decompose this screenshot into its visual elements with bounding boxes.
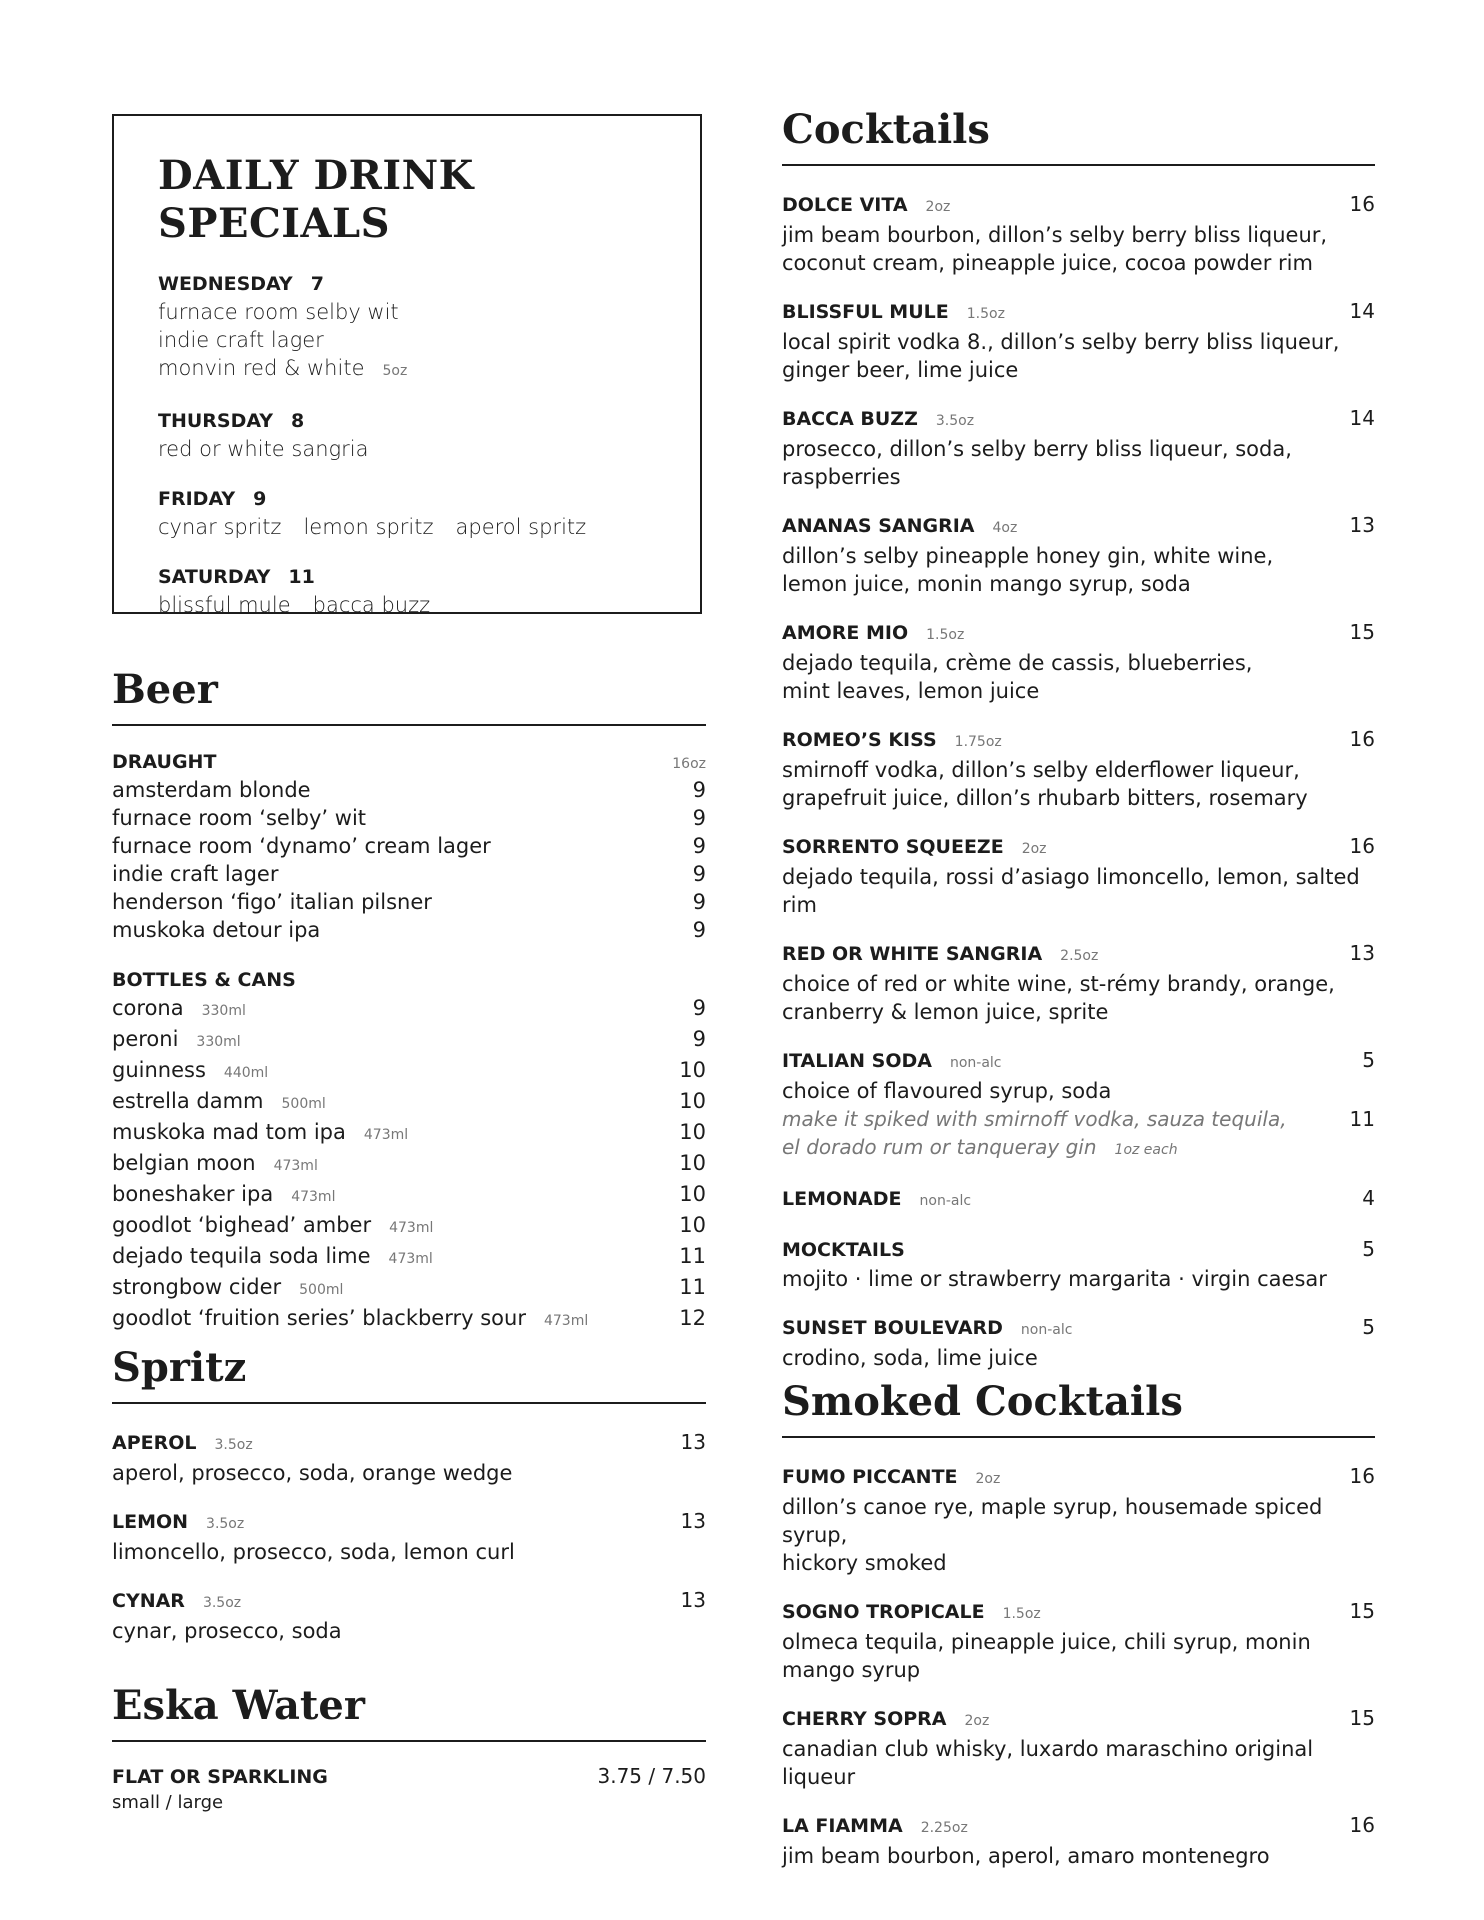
- beer-price: 9: [692, 862, 706, 886]
- beer-size: 330ml: [196, 1034, 241, 1050]
- item-description: lemon juice, monin mango syrup, soda: [782, 572, 1191, 596]
- menu-item: [782, 404, 1375, 491]
- menu-item: [782, 1046, 1375, 1164]
- item-description: jim beam bourbon, aperol, amaro montenegro: [782, 1844, 1270, 1868]
- item-note: el dorado rum or tanqueray gin: [782, 1135, 1097, 1159]
- item-name: BLISSFUL MULE: [782, 301, 949, 323]
- item-name: FUMO PICCANTE: [782, 1466, 958, 1488]
- item-price: 4: [1362, 1186, 1375, 1210]
- beer-name-wrap: [112, 1149, 318, 1180]
- beer-name-wrap: [112, 1304, 588, 1335]
- beer-price: 9: [692, 1027, 706, 1051]
- beer-row: [112, 1056, 706, 1087]
- item-description: aperol, prosecco, soda, orange wedge: [112, 1461, 513, 1485]
- beer-row: [112, 1087, 706, 1118]
- beer-name-wrap: [112, 994, 246, 1025]
- item-description: dillon’s selby pineapple honey gin, white wine,: [782, 544, 1274, 568]
- beer-row: [112, 888, 706, 916]
- section-title: Cocktails: [782, 106, 1375, 166]
- menu-item: [782, 1597, 1375, 1684]
- item-description: crodino, soda, lime juice: [782, 1346, 1038, 1370]
- item-price: 5: [1362, 1315, 1375, 1339]
- item-name: APEROL: [112, 1432, 197, 1454]
- beer-name: guinness: [112, 1058, 206, 1082]
- day-name: SATURDAY: [158, 566, 271, 588]
- item-name: SOGNO TROPICALE: [782, 1601, 985, 1623]
- beer-size: 473ml: [389, 1220, 434, 1236]
- beer-name: muskoka mad tom ipa: [112, 1120, 346, 1144]
- beer-row: [112, 1118, 706, 1149]
- item-description: mint leaves, lemon juice: [782, 679, 1040, 703]
- beer-row: [112, 776, 706, 804]
- special-line: red or white sangria: [158, 437, 369, 461]
- beer-name-wrap: [112, 832, 491, 860]
- item-description: mojito · lime or strawberry margarita · virgin caesar: [782, 1267, 1327, 1291]
- beer-row: [112, 1180, 706, 1211]
- special-line: monvin red & white: [158, 356, 365, 380]
- beer-price: 10: [679, 1182, 706, 1206]
- beer-name-wrap: [112, 1180, 335, 1211]
- menu-item: [112, 1762, 706, 1815]
- item-head: [782, 1313, 1375, 1344]
- item-description: cynar, prosecco, soda: [112, 1619, 342, 1643]
- beer-name: goodlot ‘bighead’ amber: [112, 1213, 372, 1237]
- item-head: [782, 725, 1375, 756]
- item-head: [782, 404, 1375, 435]
- item-name: MOCKTAILS: [782, 1239, 905, 1261]
- item-name: ITALIAN SODA: [782, 1050, 932, 1072]
- beer-section: [112, 666, 706, 1335]
- menu-item: [782, 618, 1375, 705]
- menu-item: [782, 1235, 1375, 1293]
- special-line: indie craft lager: [158, 328, 324, 352]
- beer-size: 473ml: [388, 1251, 433, 1267]
- item-description: dejado tequila, crème de cassis, blueberries,: [782, 651, 1253, 675]
- item-name: CHERRY SOPRA: [782, 1708, 947, 1730]
- item-price: 16: [1349, 1464, 1375, 1488]
- special-wednesday: [158, 270, 700, 385]
- beer-price: 11: [679, 1275, 706, 1299]
- beer-row: [112, 1211, 706, 1242]
- spritz-list: [112, 1428, 706, 1645]
- menu-item: [782, 511, 1375, 598]
- item-title: [782, 1047, 1002, 1077]
- specials-title: DAILY DRINK SPECIALS: [158, 152, 474, 247]
- item-name: CYNAR: [112, 1590, 185, 1612]
- item-head: [782, 832, 1375, 863]
- item-title: [782, 940, 1098, 970]
- item-price: 15: [1349, 620, 1375, 644]
- item-description: canadian club whisky, luxardo maraschino original liqueur: [782, 1737, 1314, 1789]
- beer-name-wrap: [112, 776, 311, 804]
- item-name: RED OR WHITE SANGRIA: [782, 943, 1043, 965]
- item-size: 2oz: [964, 1713, 990, 1729]
- item-description: ginger beer, lime juice: [782, 358, 1019, 382]
- item-name: BACCA BUZZ: [782, 408, 918, 430]
- cocktails-section: [782, 106, 1375, 1372]
- item-head: [782, 1597, 1375, 1628]
- beer-row: [112, 832, 706, 860]
- beer-size: 440ml: [223, 1065, 269, 1081]
- item-title: [782, 191, 950, 221]
- item-title: [112, 1429, 253, 1459]
- item-head: [782, 297, 1375, 328]
- beer-size: 473ml: [543, 1313, 589, 1329]
- special-line: blissful mule: [158, 593, 291, 617]
- beer-row: [112, 1304, 706, 1335]
- special-line: lemon spritz: [303, 515, 434, 539]
- item-size: 1.5oz: [926, 627, 965, 643]
- item-description: dejado tequila, rossi d’asiago limoncello, lemon, salted rim: [782, 865, 1360, 917]
- item-price: 5: [1362, 1048, 1375, 1072]
- item-size: 2oz: [1021, 841, 1047, 857]
- item-title: [782, 1812, 968, 1842]
- item-name: SUNSET BOULEVARD: [782, 1317, 1003, 1339]
- cocktail-list: [782, 190, 1375, 1372]
- menu-item: [782, 1184, 1375, 1215]
- item-description: coconut cream, pineapple juice, cocoa powder rim: [782, 251, 1313, 275]
- item-note-price: 11: [1349, 1107, 1375, 1131]
- beer-name-wrap: [112, 916, 320, 944]
- item-description: limoncello, prosecco, soda, lemon curl: [112, 1540, 515, 1564]
- beer-row: [112, 804, 706, 832]
- item-title: [782, 726, 1002, 756]
- item-name: AMORE MIO: [782, 622, 909, 644]
- beer-size: 473ml: [273, 1158, 318, 1174]
- item-description: grapefruit juice, dillon’s rhubarb bitters, rosemary: [782, 786, 1308, 810]
- section-title: Spritz: [112, 1344, 706, 1404]
- special-line: cynar spritz: [158, 515, 282, 539]
- special-thursday: [158, 407, 700, 463]
- menu-item: [112, 1586, 706, 1645]
- beer-name: strongbow cider: [112, 1275, 282, 1299]
- beer-name-wrap: [112, 1273, 343, 1304]
- item-price: 13: [1349, 941, 1375, 965]
- day-name: WEDNESDAY: [158, 273, 293, 295]
- beer-name-wrap: [112, 860, 278, 888]
- item-head: [782, 511, 1375, 542]
- item-description: olmeca tequila, pineapple juice, chili syrup, monin mango syrup: [782, 1630, 1311, 1682]
- item-price: 15: [1349, 1599, 1375, 1623]
- beer-price: 9: [692, 996, 706, 1020]
- item-title: [782, 1185, 971, 1215]
- item-head: [782, 939, 1375, 970]
- beer-price: 10: [679, 1151, 706, 1175]
- item-size: 2.25oz: [920, 1820, 968, 1836]
- beer-name-wrap: [112, 888, 432, 916]
- item-price: 14: [1349, 299, 1375, 323]
- item-price: 13: [680, 1430, 706, 1454]
- beer-price: 10: [679, 1120, 706, 1144]
- item-price: 15: [1349, 1706, 1375, 1730]
- special-friday: [158, 485, 700, 541]
- smoked-list: [782, 1462, 1375, 1870]
- bottles-list: [112, 994, 706, 1335]
- menu-item: [782, 1313, 1375, 1372]
- beer-row: [112, 860, 706, 888]
- day-price: 9: [253, 488, 267, 510]
- item-name: FLAT OR SPARKLING: [112, 1766, 328, 1788]
- item-size: 2oz: [925, 199, 951, 215]
- item-size: 2oz: [975, 1471, 1001, 1487]
- item-size: 1.5oz: [1002, 1606, 1041, 1622]
- beer-name-wrap: [112, 1087, 326, 1118]
- item-title: [112, 1508, 244, 1538]
- item-price: 16: [1349, 727, 1375, 751]
- menu-item: [782, 939, 1375, 1026]
- menu-item: [782, 297, 1375, 384]
- beer-row: [112, 1149, 706, 1180]
- item-name: DOLCE VITA: [782, 194, 908, 216]
- item-title: [782, 298, 1005, 328]
- item-price: 13: [680, 1588, 706, 1612]
- item-size: 3.5oz: [214, 1437, 253, 1453]
- item-price: 13: [680, 1509, 706, 1533]
- item-head: [782, 1235, 1375, 1265]
- item-title: [782, 1463, 1000, 1493]
- item-head: [112, 1507, 706, 1538]
- beer-size: 500ml: [281, 1096, 326, 1112]
- beer-name: furnace room ‘selby’ wit: [112, 806, 367, 830]
- beer-row: [112, 994, 706, 1025]
- beer-name: peroni: [112, 1027, 179, 1051]
- item-name: ROMEO’S KISS: [782, 729, 937, 751]
- item-head: [782, 1704, 1375, 1735]
- draught-list: [112, 776, 706, 944]
- item-price: 16: [1349, 834, 1375, 858]
- menu-item: [112, 1507, 706, 1566]
- special-line: furnace room selby wit: [158, 300, 399, 324]
- item-price: 14: [1349, 406, 1375, 430]
- beer-name: belgian moon: [112, 1151, 256, 1175]
- section-title: Smoked Cocktails: [782, 1378, 1375, 1438]
- item-note-line: [782, 1133, 1375, 1164]
- beer-name: indie craft lager: [112, 862, 279, 886]
- item-title: [782, 1598, 1041, 1628]
- beer-name-wrap: [112, 1242, 433, 1273]
- spritz-section: [112, 1344, 706, 1645]
- beer-price: 10: [679, 1089, 706, 1113]
- beer-row: [112, 916, 706, 944]
- item-note: make it spiked with smirnoff vodka, sauza tequila,: [782, 1107, 1287, 1131]
- day-price: 8: [291, 410, 305, 432]
- menu-item: [782, 725, 1375, 812]
- item-description: choice of red or white wine, st-rémy brandy, orange,: [782, 972, 1335, 996]
- item-price: 16: [1349, 192, 1375, 216]
- special-saturday: [158, 563, 700, 619]
- beer-price: 10: [679, 1213, 706, 1237]
- beer-price: 9: [692, 834, 706, 858]
- section-title: Beer: [112, 666, 706, 726]
- item-title: [112, 1587, 241, 1617]
- item-title: [782, 405, 974, 435]
- beer-name: boneshaker ipa: [112, 1182, 274, 1206]
- beer-price: 9: [692, 778, 706, 802]
- item-head: [782, 1184, 1375, 1215]
- item-price: 5: [1362, 1237, 1375, 1261]
- item-title: [782, 512, 1017, 542]
- item-title: [782, 619, 964, 649]
- item-size: non-alc: [949, 1055, 1002, 1071]
- item-head: [782, 618, 1375, 649]
- beer-row: [112, 1242, 706, 1273]
- item-size: 1.75oz: [954, 734, 1002, 750]
- beer-price: 9: [692, 806, 706, 830]
- spiked-option: [782, 1105, 1375, 1133]
- smoked-cocktails-section: [782, 1378, 1375, 1870]
- beer-price: 9: [692, 918, 706, 942]
- item-description: smirnoff vodka, dillon’s selby elderflower liqueur,: [782, 758, 1300, 782]
- item-size: 3.5oz: [202, 1595, 242, 1611]
- item-head: [782, 1462, 1375, 1493]
- item-description: dillon’s canoe rye, maple syrup, housemade spiced syrup,: [782, 1495, 1323, 1547]
- item-note-size: 1oz each: [1114, 1142, 1178, 1158]
- item-name: SORRENTO SQUEEZE: [782, 836, 1004, 858]
- item-description: prosecco, dillon’s selby berry bliss liqueur, soda, raspberries: [782, 437, 1292, 489]
- item-description: jim beam bourbon, dillon’s selby berry bliss liqueur,: [782, 223, 1328, 247]
- item-description: hickory smoked: [782, 1551, 947, 1575]
- item-title: [782, 1236, 905, 1265]
- beer-name: corona: [112, 996, 184, 1020]
- day-price: 11: [288, 566, 315, 588]
- item-description: choice of flavoured syrup, soda: [782, 1079, 1112, 1103]
- menu-item: [782, 1704, 1375, 1791]
- beer-name: dejado tequila soda lime: [112, 1244, 371, 1268]
- day-name: THURSDAY: [158, 410, 274, 432]
- beer-name: amsterdam blonde: [112, 778, 311, 802]
- item-head: [112, 1428, 706, 1459]
- beer-price: 12: [679, 1306, 706, 1330]
- beer-size: 500ml: [299, 1282, 344, 1298]
- item-price: 13: [1349, 513, 1375, 537]
- item-description: cranberry & lemon juice, sprite: [782, 1000, 1109, 1024]
- beer-name: furnace room ‘dynamo’ cream lager: [112, 834, 491, 858]
- section-title: Eska Water: [112, 1682, 706, 1742]
- unit-label: 16oz: [672, 756, 706, 772]
- beer-size: 473ml: [363, 1127, 409, 1143]
- menu-item: [782, 832, 1375, 919]
- beer-name: goodlot ‘fruition series’ blackberry sour: [112, 1306, 526, 1330]
- item-name: LEMONADE: [782, 1188, 902, 1210]
- menu-item: [782, 1462, 1375, 1577]
- subsection-label: DRAUGHT: [112, 751, 217, 773]
- item-name: ANANAS SANGRIA: [782, 515, 975, 537]
- item-title: [782, 833, 1047, 863]
- item-name: LEMON: [112, 1511, 189, 1533]
- beer-price: 11: [679, 1244, 706, 1268]
- beer-name-wrap: [112, 1025, 241, 1056]
- item-size: 4oz: [992, 520, 1018, 536]
- water-section: [112, 1682, 706, 1815]
- beer-name-wrap: [112, 1056, 268, 1087]
- beer-name: henderson ‘figo’ italian pilsner: [112, 890, 432, 914]
- subsection-label: BOTTLES & CANS: [112, 969, 296, 991]
- beer-name: muskoka detour ipa: [112, 918, 321, 942]
- beer-name: estrella damm: [112, 1089, 264, 1113]
- special-size: 5oz: [382, 363, 408, 379]
- item-price: 16: [1349, 1813, 1375, 1837]
- item-size: 2.5oz: [1060, 948, 1099, 964]
- beer-price: 9: [692, 890, 706, 914]
- menu-item: [112, 1428, 706, 1487]
- day-name: FRIDAY: [158, 488, 236, 510]
- beer-row: [112, 1273, 706, 1304]
- menu-item: [782, 190, 1375, 277]
- item-price: 3.75 / 7.50: [597, 1764, 706, 1788]
- item-size: 3.5oz: [206, 1516, 245, 1532]
- special-line: aperol spritz: [455, 515, 587, 539]
- beer-size: 473ml: [291, 1189, 336, 1205]
- beer-size: 330ml: [201, 1003, 246, 1019]
- item-head: [782, 1046, 1375, 1077]
- item-head: [782, 1811, 1375, 1842]
- beer-row: [112, 1025, 706, 1056]
- special-line: bacca buzz: [312, 593, 431, 617]
- menu-item: [782, 1811, 1375, 1870]
- item-size: non-alc: [1020, 1322, 1073, 1338]
- daily-specials-box: [112, 114, 702, 617]
- item-title: [782, 1705, 989, 1735]
- item-head: [112, 1586, 706, 1617]
- beer-name-wrap: [112, 804, 366, 832]
- item-name: LA FIAMMA: [782, 1815, 903, 1837]
- beer-name-wrap: [112, 1118, 408, 1149]
- item-size: 1.5oz: [966, 306, 1005, 322]
- beer-price: 10: [679, 1058, 706, 1082]
- day-price: 7: [310, 273, 324, 295]
- item-size: 3.5oz: [935, 413, 975, 429]
- item-size: non-alc: [919, 1193, 972, 1209]
- item-description: local spirit vodka 8., dillon’s selby berry bliss liqueur,: [782, 330, 1340, 354]
- beer-name-wrap: [112, 1211, 433, 1242]
- item-title: [782, 1314, 1072, 1344]
- item-description: small / large: [112, 1792, 224, 1813]
- item-head: [782, 190, 1375, 221]
